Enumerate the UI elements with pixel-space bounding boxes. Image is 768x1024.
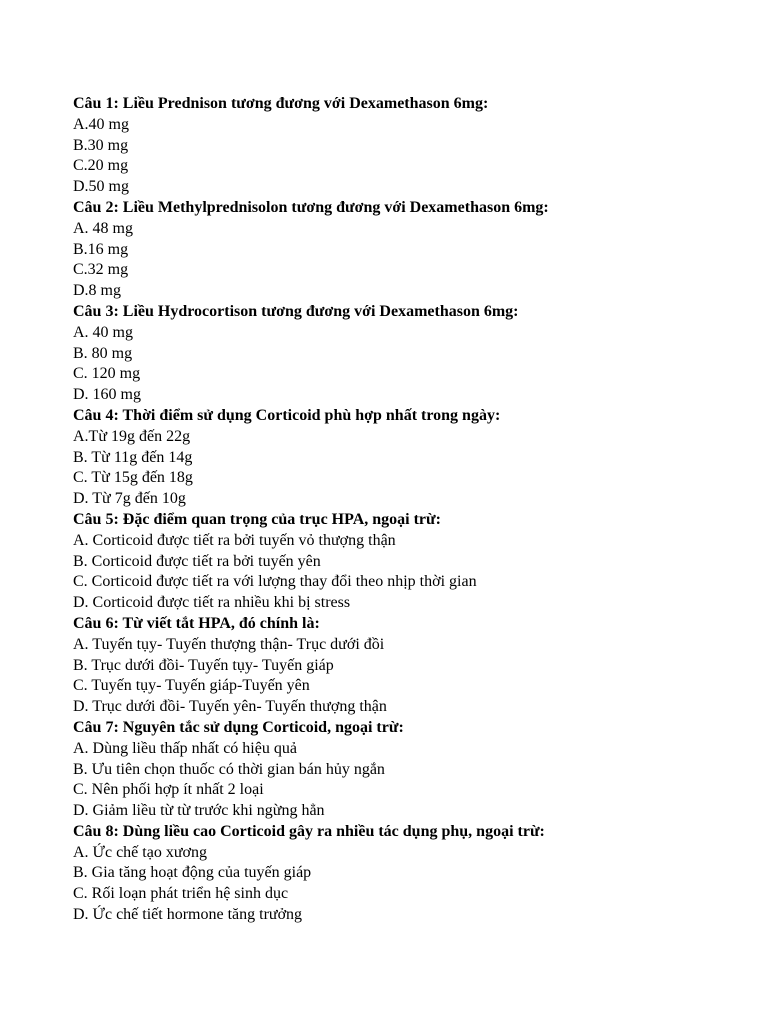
answer-option-b: B. Từ 11g đến 14g — [73, 448, 193, 466]
answer-option-d: D. Trục dưới đồi- Tuyến yên- Tuyến thượng thận — [73, 698, 387, 716]
answer-option-d: D. Giảm liều từ từ trước khi ngừng hẳn — [73, 802, 325, 820]
answer-option-c: C.20 mg — [73, 157, 129, 175]
answer-option-d: D. Từ 7g đến 10g — [73, 490, 186, 508]
question-heading: Câu 7: Nguyên tắc sử dụng Corticoid, ngoại trừ: — [73, 718, 404, 736]
question-block — [73, 718, 753, 822]
answer-option-b: B. 80 mg — [73, 344, 133, 362]
answer-option-b: B.30 mg — [73, 136, 129, 154]
answer-option-d: D.50 mg — [73, 178, 129, 196]
answer-option-d: D. Ức chế tiết hormone tăng trưởng — [73, 906, 303, 924]
question-heading: Câu 8: Dùng liều cao Corticoid gây ra nhiều tác dụng phụ, ngoại trừ: — [73, 822, 545, 840]
question-block — [73, 614, 753, 718]
answer-option-c: C.32 mg — [73, 261, 129, 279]
answer-option-a: A.Từ 19g đến 22g — [73, 427, 191, 445]
answer-option-b: B. Corticoid được tiết ra bởi tuyến yên — [73, 552, 321, 570]
question-heading: Câu 3: Liều Hydrocortison tương đương với Dexamethason 6mg: — [73, 302, 519, 320]
question-heading: Câu 1: Liều Prednison tương đương với Dexamethason 6mg: — [73, 95, 489, 112]
answer-option-a: A. 48 mg — [73, 219, 133, 237]
answer-option-c: C. 120 mg — [73, 365, 141, 383]
answer-option-b: B. Trục dưới đồi- Tuyến tụy- Tuyến giáp — [73, 656, 334, 674]
answer-option-c: C. Corticoid được tiết ra với lượng thay đổi theo nhịp thời gian — [73, 573, 477, 591]
answer-option-a: A.40 mg — [73, 115, 129, 133]
question-heading: Câu 5: Đặc điểm quan trọng của trục HPA, ngoại trừ: — [73, 510, 441, 528]
answer-option-b: B.16 mg — [73, 240, 129, 258]
question-heading: Câu 4: Thời điểm sử dụng Corticoid phù hợp nhất trong ngày: — [73, 406, 501, 424]
question-block — [73, 94, 753, 198]
question-block — [73, 822, 753, 926]
answer-option-a: A. Corticoid được tiết ra bởi tuyến vỏ thượng thận — [73, 531, 396, 549]
answer-option-c: C. Rối loạn phát triển hệ sinh dục — [73, 885, 289, 903]
answer-option-a: A. 40 mg — [73, 323, 133, 341]
question-block — [73, 198, 753, 302]
answer-option-a: A. Dùng liều thấp nhất có hiệu quả — [73, 739, 297, 757]
answer-option-d: D.8 mg — [73, 282, 121, 300]
answer-option-b: B. Ưu tiên chọn thuốc có thời gian bán hủy ngắn — [73, 760, 385, 778]
question-heading: Câu 2: Liều Methylprednisolon tương đương với Dexamethason 6mg: — [73, 198, 549, 216]
question-block — [73, 406, 753, 510]
answer-option-c: C. Nên phối hợp ít nhất 2 loại — [73, 781, 264, 799]
answer-option-a: A. Ức chế tạo xương — [73, 843, 207, 861]
question-block — [73, 302, 753, 406]
answer-option-d: D. Corticoid được tiết ra nhiều khi bị stress — [73, 594, 351, 612]
answer-option-c: C. Tuyến tụy- Tuyến giáp-Tuyến yên — [73, 677, 310, 695]
answer-option-a: A. Tuyến tụy- Tuyến thượng thận- Trục dưới đồi — [73, 635, 385, 653]
question-block — [73, 510, 753, 614]
answer-option-b: B. Gia tăng hoạt động của tuyến giáp — [73, 864, 312, 882]
document-page — [73, 94, 753, 926]
question-heading: Câu 6: Từ viết tắt HPA, đó chính là: — [73, 614, 320, 632]
answer-option-c: C. Từ 15g đến 18g — [73, 469, 193, 487]
answer-option-d: D. 160 mg — [73, 386, 141, 404]
